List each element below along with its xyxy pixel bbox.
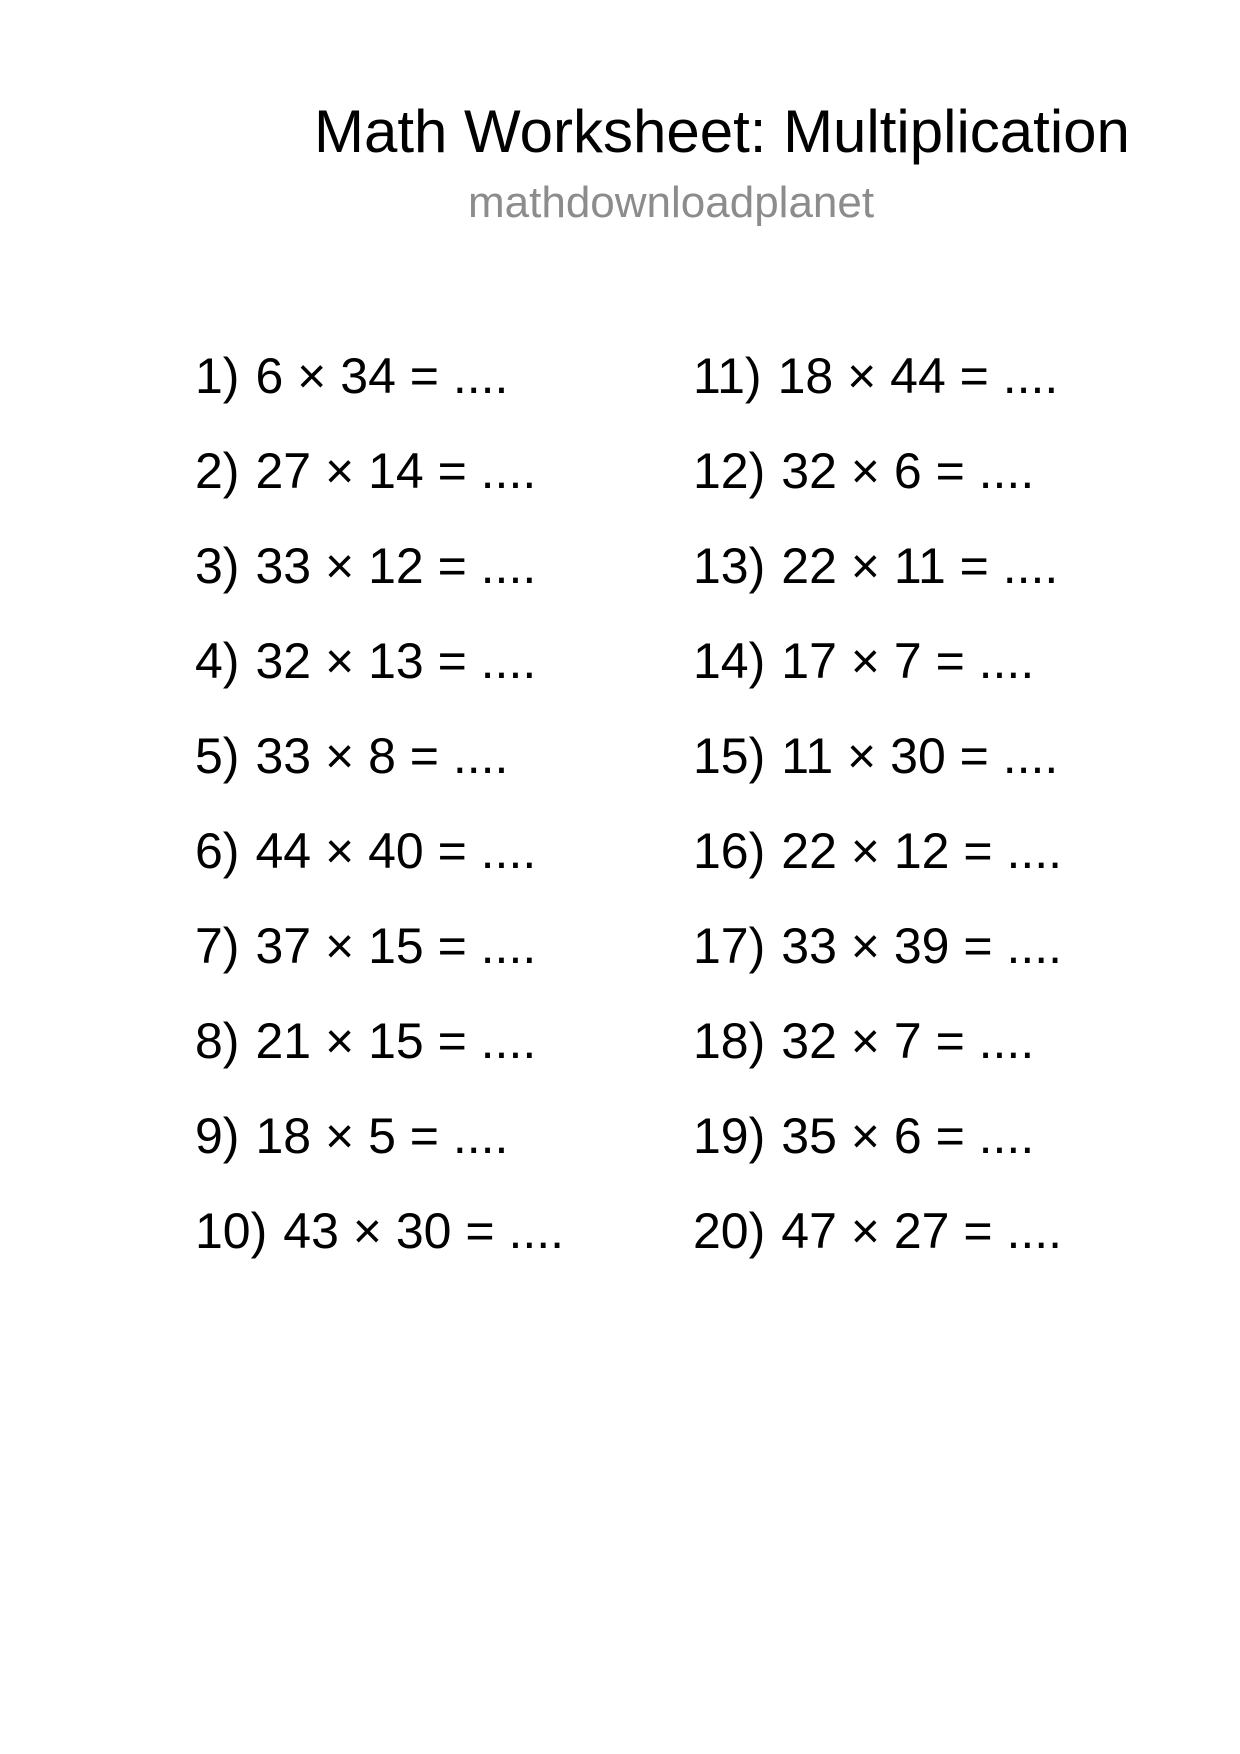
problem-number: 2)	[195, 443, 240, 499]
problem-expression: 18 × 44 = ....	[777, 348, 1059, 404]
problem-number: 9)	[195, 1108, 240, 1164]
problem-number: 8)	[195, 1013, 240, 1069]
problem-row	[195, 823, 564, 921]
problem-row	[195, 348, 564, 446]
problem-row	[195, 633, 564, 731]
problem-expression: 22 × 11 = ....	[781, 538, 1059, 594]
problem-number: 10)	[195, 1203, 268, 1259]
problem-number: 3)	[195, 538, 240, 594]
problem-row	[693, 1013, 1062, 1111]
problem-number: 1)	[195, 348, 240, 404]
problem-expression: 35 × 6 = ....	[781, 1108, 1035, 1164]
problem-row	[693, 1203, 1063, 1301]
problem-number: 18)	[693, 1013, 766, 1069]
problem-expression: 18 × 5 = ....	[255, 1108, 509, 1164]
problem-row	[693, 348, 1062, 446]
problem-expression: 33 × 39 = ....	[781, 918, 1063, 974]
problem-number: 19)	[693, 1108, 766, 1164]
problem-number: 15)	[693, 728, 766, 784]
problem-expression: 17 × 7 = ....	[781, 633, 1035, 689]
problem-row	[693, 918, 1063, 1016]
problem-number: 16)	[693, 823, 766, 879]
problem-number: 4)	[195, 633, 240, 689]
problem-expression: 6 × 34 = ....	[255, 348, 509, 404]
problem-row	[195, 728, 564, 826]
problem-row	[195, 538, 564, 636]
problem-row	[195, 1108, 564, 1206]
page-title: Math Worksheet: Multiplication	[314, 98, 1130, 165]
problem-row	[195, 1013, 564, 1111]
problems-column-right	[693, 348, 1063, 1301]
problem-number: 11)	[693, 348, 762, 404]
problem-expression: 33 × 8 = ....	[255, 728, 509, 784]
problem-row	[693, 443, 1062, 541]
problem-expression: 47 × 27 = ....	[781, 1203, 1063, 1259]
problem-expression: 32 × 6 = ....	[781, 443, 1035, 499]
problem-expression: 32 × 13 = ....	[255, 633, 537, 689]
problem-number: 7)	[195, 918, 240, 974]
problem-number: 14)	[693, 633, 766, 689]
problem-expression: 43 × 30 = ....	[283, 1203, 565, 1259]
problem-row	[693, 728, 1062, 826]
problem-expression: 21 × 15 = ....	[255, 1013, 537, 1069]
problem-number: 6)	[195, 823, 240, 879]
problem-row	[693, 633, 1062, 731]
problem-row	[693, 823, 1063, 921]
problem-expression: 11 × 30 = ....	[781, 728, 1059, 784]
problem-expression: 33 × 12 = ....	[255, 538, 537, 594]
problem-row	[195, 443, 564, 541]
problem-number: 20)	[693, 1203, 766, 1259]
problem-row	[195, 918, 564, 1016]
problems-column-left	[195, 348, 565, 1301]
problem-row	[693, 1108, 1062, 1206]
problem-expression: 27 × 14 = ....	[255, 443, 537, 499]
problem-number: 17)	[693, 918, 766, 974]
problem-row	[693, 538, 1062, 636]
problem-number: 12)	[693, 443, 766, 499]
problem-expression: 32 × 7 = ....	[781, 1013, 1035, 1069]
problem-expression: 37 × 15 = ....	[255, 918, 537, 974]
page-subtitle: mathdownloadplanet	[468, 178, 875, 227]
problem-number: 5)	[195, 728, 240, 784]
problem-number: 13)	[693, 538, 766, 594]
problem-expression: 44 × 40 = ....	[255, 823, 537, 879]
problem-row	[195, 1203, 565, 1301]
problem-expression: 22 × 12 = ....	[781, 823, 1063, 879]
